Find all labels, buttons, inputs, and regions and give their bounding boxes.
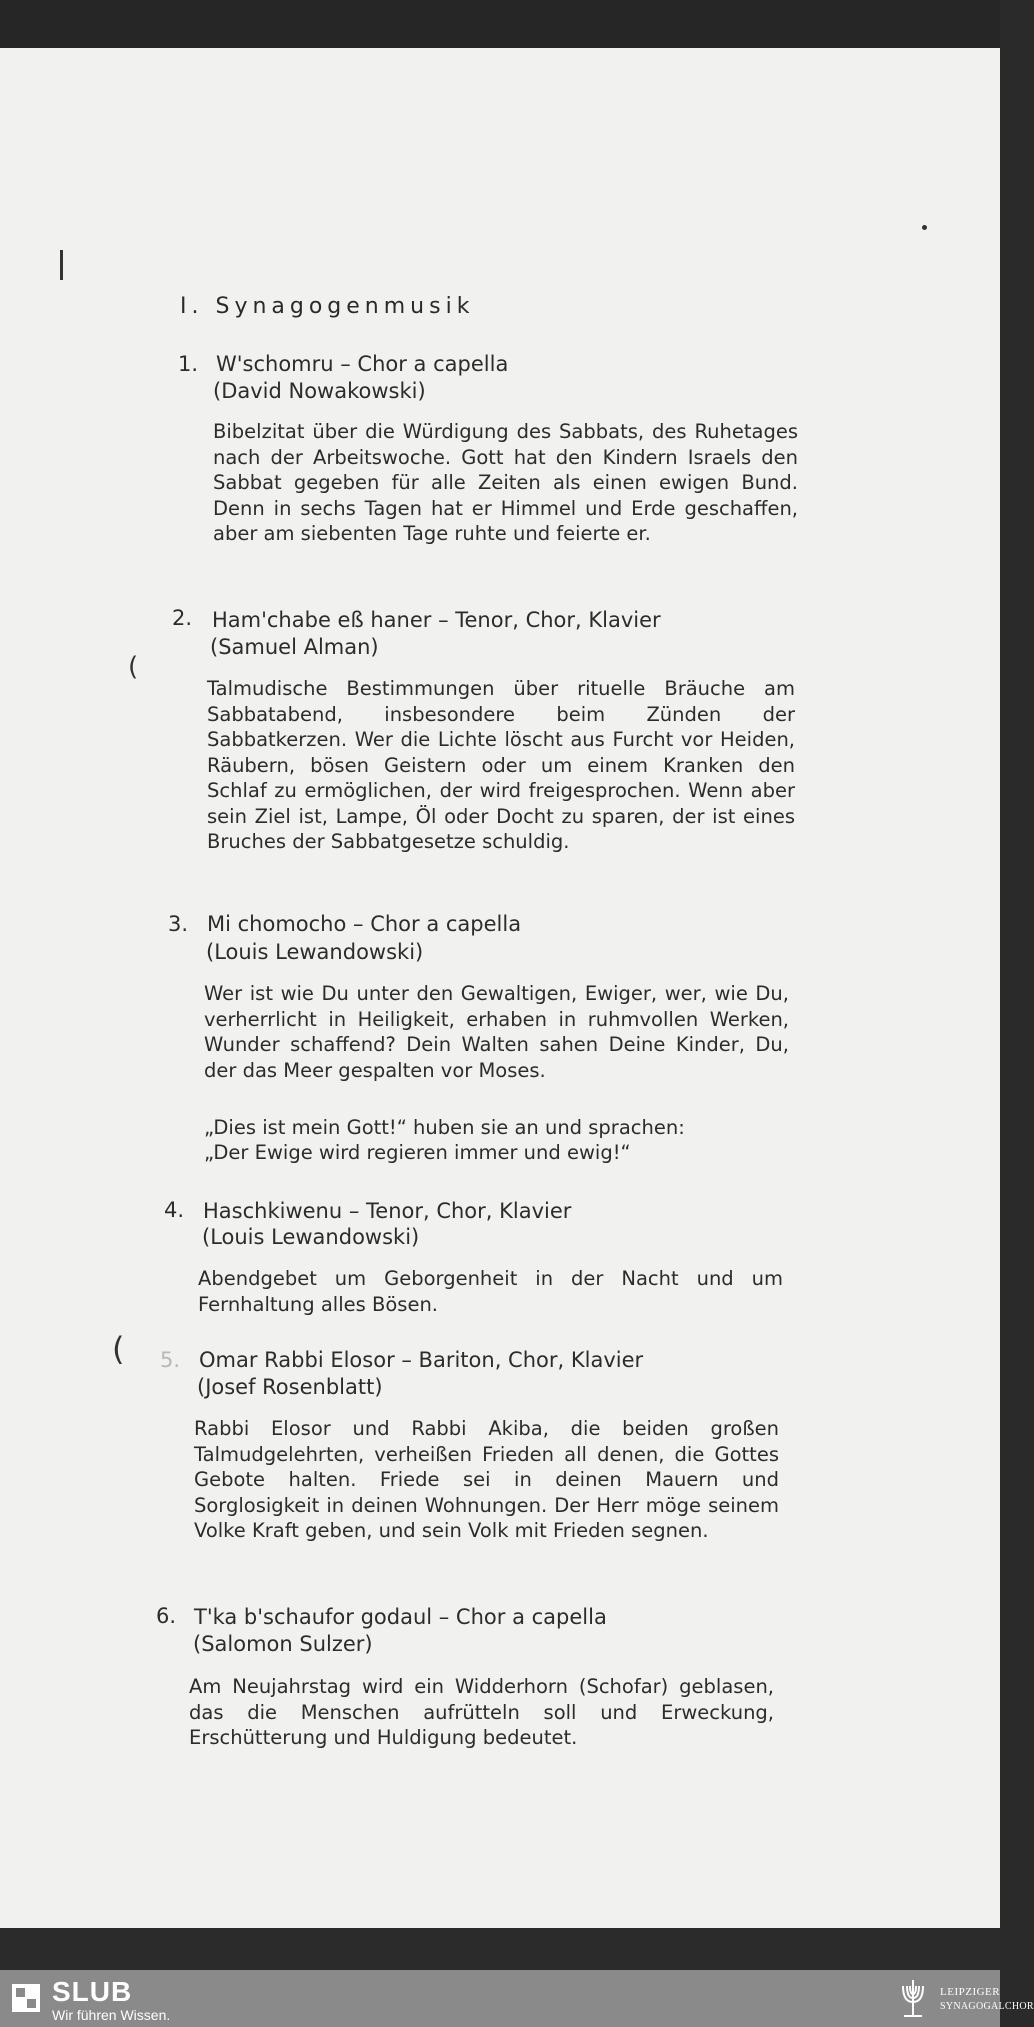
choir-name-line-1: LEIPZIGER xyxy=(940,1986,1001,1998)
document-page xyxy=(0,48,1000,1928)
item-title: W'schomru – Chor a capella xyxy=(216,352,509,376)
item-composer: (David Nowakowski) xyxy=(213,379,426,403)
item-composer: (Samuel Alman) xyxy=(210,635,379,659)
item-description: Abendgebet um Geborgenheit in der Nacht und um Fernhaltung alles Bösen. xyxy=(198,1267,783,1316)
scan-speck xyxy=(922,225,927,230)
item-description: Talmudische Bestimmungen über rituelle Bräuche am Sabbatabend, insbesondere beim Zünden der Sabbatkerzen. Wer die Lichte löscht aus Furcht vor Heiden, Räubern, bösen Geistern oder um einem Kranken den Schlaf zu ermöglichen, der wird freigesprochen. Wenn aber sein Ziel ist, Lampe, Öl oder Docht zu sparen, der ist eines Bruches der Sabbatgesetze schuldig. xyxy=(207,677,795,853)
item-title: Ham'chabe eß haner – Tenor, Chor, Klavier xyxy=(212,608,661,632)
item-title: T'ka b'schaufor godaul – Chor a capella xyxy=(194,1605,607,1629)
section-heading: I. Synagogenmusik xyxy=(180,294,475,319)
item-description: Rabbi Elosor und Rabbi Akiba, die beiden großen Talmudgelehrten, verheißen Frieden all denen, die Gottes Gebote halten. Friede sei in deinen Mauern und Sorglosigkeit in deinen Wohnungen. Der Herr möge seinem Volke Kraft geben, und sein Volk mit Frieden segnen. xyxy=(194,1417,779,1542)
item-title: Mi chomocho – Chor a capella xyxy=(207,912,522,936)
slub-logo-icon xyxy=(12,1984,40,2012)
scan-bottom-border xyxy=(0,1928,1000,1970)
item-composer: (Salomon Sulzer) xyxy=(193,1632,373,1656)
margin-parenthesis-mark: ( xyxy=(128,652,139,682)
item-number: 5. xyxy=(160,1348,181,1372)
margin-parenthesis-mark: ( xyxy=(112,1330,125,1368)
item-number: 1. xyxy=(178,352,199,376)
margin-bar-mark xyxy=(60,250,63,280)
item-title: Haschkiwenu – Tenor, Chor, Klavier xyxy=(203,1199,572,1223)
item-number: 2. xyxy=(172,606,193,630)
item-number: 3. xyxy=(168,912,189,936)
item-title: Omar Rabbi Elosor – Bariton, Chor, Klavier xyxy=(199,1348,644,1372)
library-name: SLUB xyxy=(52,1976,133,2007)
item-description: Wer ist wie Du unter den Gewaltigen, Ewiger, wer, wie Du, verherrlicht in Heiligkeit, erhaben in ruhmvollen Werken, Wunder schaffend? Dein Walten sahen Deine Kinder, Du, der das Meer gespalten vor Moses. xyxy=(204,982,789,1082)
item-number: 6. xyxy=(156,1604,177,1628)
library-tagline: Wir führen Wissen. xyxy=(52,2007,171,2023)
item-quote: „Der Ewige wird regieren immer und ewig!“ xyxy=(204,1141,631,1164)
footer-bar xyxy=(0,1970,1034,2027)
menorah-logo-icon xyxy=(898,1976,928,2020)
scan-top-border xyxy=(0,0,1000,48)
item-number: 4. xyxy=(164,1198,185,1222)
item-composer: (Louis Lewandowski) xyxy=(202,1225,420,1249)
item-composer: (Louis Lewandowski) xyxy=(206,940,424,964)
item-description: Am Neujahrstag wird ein Widderhorn (Schofar) geblasen, das die Menschen aufrütteln soll und Erweckung, Erschütterung und Huldigung bedeutet. xyxy=(189,1675,774,1749)
item-quote: „Dies ist mein Gott!“ huben sie an und sprachen: xyxy=(204,1116,685,1139)
item-description: Bibelzitat über die Würdigung des Sabbats, des Ruhetages nach der Arbeitswoche. Gott hat den Kindern Israels den Sabbat gegeben für alle Zeiten als einen ewigen Bund. Denn in sechs Tagen hat er Himmel und Erde geschaffen, aber am siebenten Tage ruhte und feierte er. xyxy=(213,420,798,545)
choir-name-line-2: SYNAGOGALCHOR xyxy=(940,2001,1034,2012)
item-composer: (Josef Rosenblatt) xyxy=(197,1375,383,1399)
